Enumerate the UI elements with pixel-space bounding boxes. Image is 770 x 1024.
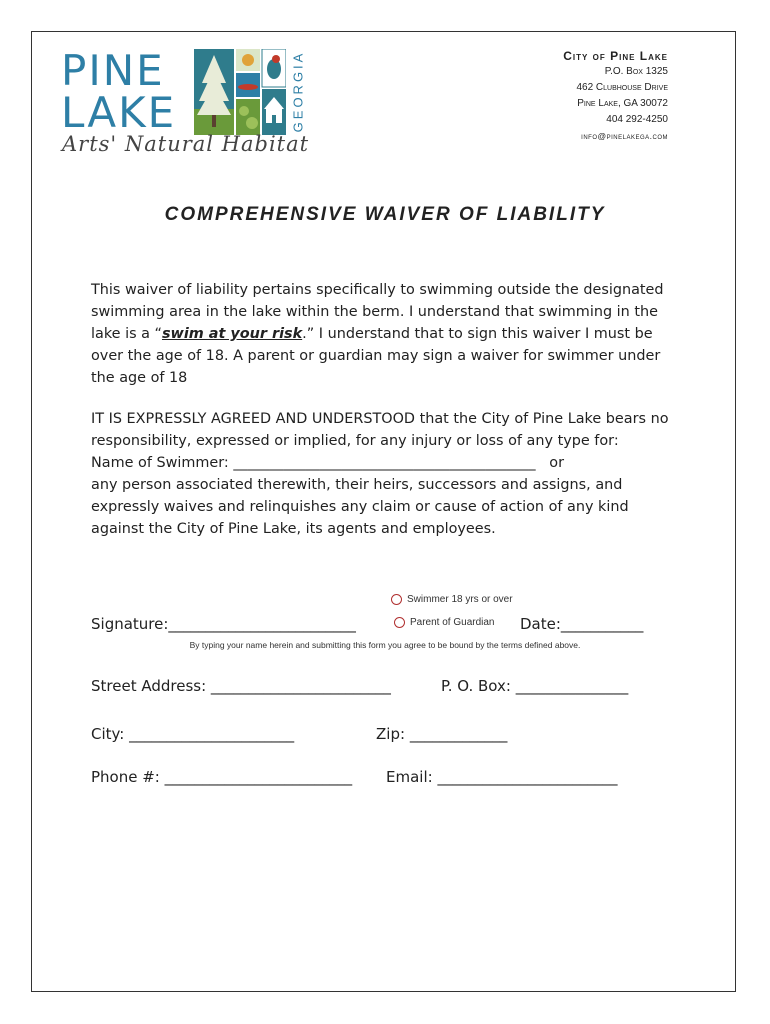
zip-field[interactable]: _____________ xyxy=(409,725,508,743)
signature-label: Signature: xyxy=(91,615,169,633)
logo-georgia-label: GEORGIA xyxy=(290,50,306,133)
po-box: P.O. Box 1325 xyxy=(604,66,668,77)
po-box-field[interactable]: _______________ xyxy=(515,677,629,695)
date-label: Date: xyxy=(520,615,561,633)
email-label: Email: xyxy=(386,768,433,786)
city-row xyxy=(91,725,294,743)
city-field[interactable]: ______________________ xyxy=(129,725,295,743)
radio-parent-guardian[interactable] xyxy=(394,617,405,628)
phone-field[interactable]: _________________________ xyxy=(164,768,353,786)
email-row xyxy=(386,768,617,786)
street-address: 462 Clubhouse Drive xyxy=(576,82,668,93)
date-field[interactable]: ___________ xyxy=(560,615,644,633)
phone-number: 404 292-4250 xyxy=(606,114,668,125)
zip-row xyxy=(376,725,507,743)
release-text: any person associated therewith, their heirs, successors and assigns, and expressly waives and relinquishes any claim or cause of action of any kind against the City of Pine Lake, its agents and employees. xyxy=(91,477,629,537)
logo-word-pine: PINE xyxy=(61,46,165,95)
po-box-label: P. O. Box: xyxy=(441,677,511,695)
zip-label: Zip: xyxy=(376,725,406,743)
email-field[interactable]: ________________________ xyxy=(437,768,618,786)
waiver-paragraph-1 xyxy=(91,279,669,389)
address-block xyxy=(563,48,668,144)
pine-lake-logo xyxy=(61,46,321,161)
city-label: City: xyxy=(91,725,125,743)
signature-field[interactable]: _________________________ xyxy=(168,615,356,633)
option-swimmer-18[interactable] xyxy=(391,594,513,605)
swimmer-name-field[interactable]: __________________________________________ xyxy=(233,455,536,471)
signature-row xyxy=(91,615,356,633)
option-swimmer-18-label: Swimmer 18 yrs or over xyxy=(407,594,513,605)
option-parent-guardian-label: Parent of Guardian xyxy=(410,617,495,628)
radio-swimmer-18[interactable] xyxy=(391,594,402,605)
swimmer-name-label: Name of Swimmer: xyxy=(91,455,229,471)
org-name: City of Pine Lake xyxy=(563,49,668,63)
date-row xyxy=(520,615,643,633)
paragraph1-before: This waiver of liability pertains specifically to swimming outside the designated swimming area in the lake within the berm. I understand that swimming in the lake is a “ xyxy=(91,282,664,342)
page-title: COMPREHENSIVE WAIVER OF LIABILITY xyxy=(164,204,606,225)
paragraph1-after: .” I understand that to sign this waiver I must be over the age of 18. A parent or guardian may sign a waiver for swimmer under the age of 18 xyxy=(91,326,661,386)
or-text: or xyxy=(549,455,565,471)
swim-at-your-risk-emphasis: swim at your risk xyxy=(161,326,303,342)
consent-note: By typing your name herein and submitting this form you agree to be bound by the terms defined above. xyxy=(189,640,581,650)
street-row xyxy=(91,677,391,695)
logo-word-lake: LAKE xyxy=(61,88,177,137)
logo-tagline: Arts' Natural Habitat xyxy=(62,132,310,156)
logo-tiles-icon xyxy=(194,49,286,135)
po-box-row xyxy=(441,677,628,695)
city-state-zip: Pine Lake, GA 30072 xyxy=(577,98,668,109)
agreement-text: IT IS EXPRESSLY AGREED AND UNDERSTOOD that the City of Pine Lake bears no responsibility, expressed or implied, for any injury or loss of any type for: xyxy=(91,411,669,449)
phone-row xyxy=(91,768,352,786)
phone-label: Phone #: xyxy=(91,768,160,786)
street-address-field[interactable]: ________________________ xyxy=(210,677,391,695)
street-address-label: Street Address: xyxy=(91,677,207,695)
waiver-paragraph-2 xyxy=(91,408,669,540)
option-parent-guardian[interactable] xyxy=(394,617,495,628)
email-address[interactable]: info@pinelakega.com xyxy=(581,131,668,141)
